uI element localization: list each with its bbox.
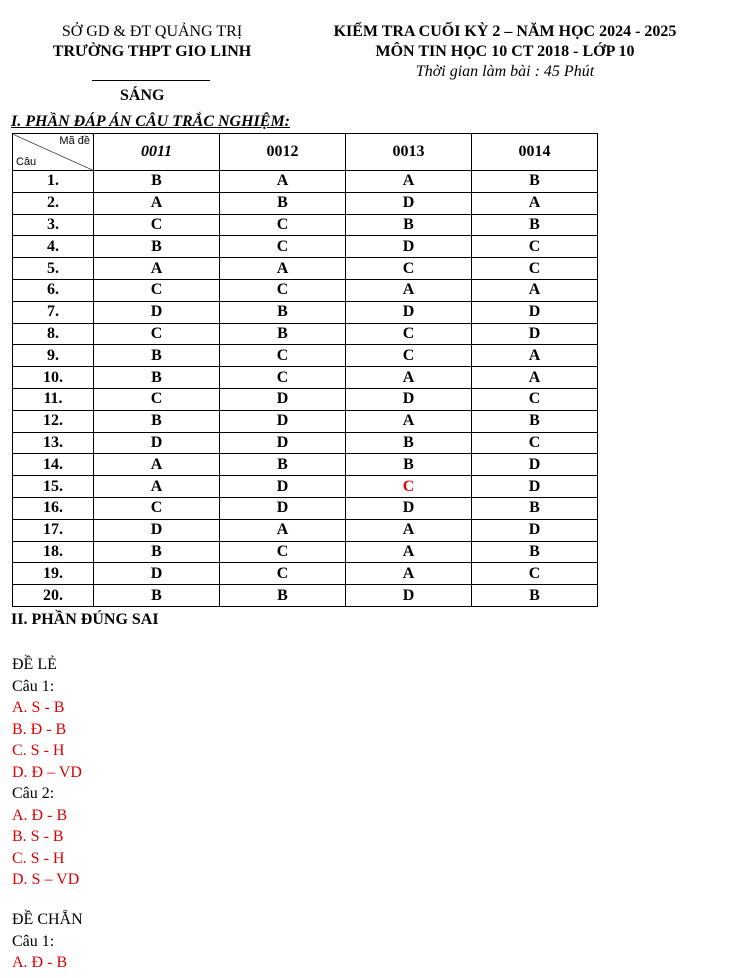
answer-cell: D <box>346 236 472 258</box>
answer-cell: C <box>94 388 220 410</box>
answer-cell: D <box>346 301 472 323</box>
table-row <box>13 563 598 585</box>
question-number-cell: 11. <box>13 388 94 410</box>
answer-item: D. Đ – VD <box>12 763 82 781</box>
code-header: 0013 <box>346 134 472 171</box>
answer-cell: C <box>346 476 472 498</box>
answer-item: B. S - B <box>12 828 64 845</box>
table-row <box>13 214 598 236</box>
answer-cell: B <box>472 497 598 519</box>
table-row <box>13 171 598 193</box>
answer-cell: C <box>472 563 598 585</box>
answer-cell: A <box>346 410 472 432</box>
question-number-cell: 14. <box>13 454 94 476</box>
answer-cell: B <box>94 410 220 432</box>
answer-cell: A <box>94 454 220 476</box>
answer-cell: B <box>346 432 472 454</box>
code-header: 0011 <box>94 134 220 171</box>
table-row <box>13 367 598 389</box>
answer-cell: B <box>472 171 598 193</box>
table-row <box>13 323 598 345</box>
answer-cell: B <box>94 541 220 563</box>
answer-cell: D <box>472 476 598 498</box>
table-row <box>13 236 598 258</box>
question-label: Câu 1: <box>12 932 55 950</box>
answer-cell: B <box>472 214 598 236</box>
answer-cell: B <box>94 171 220 193</box>
question-number-cell: 6. <box>13 279 94 301</box>
answer-cell: D <box>220 432 346 454</box>
answer-cell: D <box>472 323 598 345</box>
question-number-cell: 7. <box>13 301 94 323</box>
answer-cell: A <box>220 519 346 541</box>
answer-cell: B <box>220 192 346 214</box>
question-number-cell: 20. <box>13 585 94 607</box>
question-number-cell: 16. <box>13 497 94 519</box>
answer-cell: B <box>220 585 346 607</box>
answer-cell: A <box>94 258 220 280</box>
table-row <box>13 585 598 607</box>
answer-cell: D <box>472 454 598 476</box>
question-number-cell: 5. <box>13 258 94 280</box>
answer-item: A. Đ - B <box>12 806 68 824</box>
table-row <box>13 279 598 301</box>
answer-cell: A <box>94 192 220 214</box>
question-number-cell: 19. <box>13 563 94 585</box>
school-name: TRƯỜNG THPT GIO LINH <box>52 43 252 60</box>
answer-cell: D <box>94 519 220 541</box>
answer-cell: D <box>220 497 346 519</box>
answer-cell: A <box>472 279 598 301</box>
answer-cell: A <box>346 171 472 193</box>
answer-cell: A <box>94 476 220 498</box>
answer-cell: A <box>472 192 598 214</box>
answer-cell: C <box>220 214 346 236</box>
answer-cell: D <box>346 192 472 214</box>
answer-cell: C <box>94 323 220 345</box>
answer-table <box>12 133 598 607</box>
answer-cell: C <box>94 279 220 301</box>
question-number-cell: 2. <box>13 192 94 214</box>
table-row <box>13 476 598 498</box>
code-corner-label: Mã đề <box>59 135 90 147</box>
code-header: 0012 <box>220 134 346 171</box>
answer-cell: B <box>346 454 472 476</box>
table-row <box>13 497 598 519</box>
answer-item: B. Đ - B <box>12 720 67 738</box>
answer-cell: C <box>346 258 472 280</box>
answer-cell: C <box>220 563 346 585</box>
question-number-cell: 13. <box>13 432 94 454</box>
de-le-block <box>12 654 82 891</box>
answer-cell: C <box>346 323 472 345</box>
answer-cell: A <box>346 519 472 541</box>
answer-cell: D <box>220 410 346 432</box>
table-row <box>13 454 598 476</box>
answer-cell: A <box>346 279 472 301</box>
question-number-cell: 12. <box>13 410 94 432</box>
answer-cell: C <box>472 388 598 410</box>
answer-cell: B <box>94 236 220 258</box>
answer-cell: A <box>220 171 346 193</box>
answer-cell: A <box>472 367 598 389</box>
de-chan-title: ĐỀ CHẴN <box>12 911 83 928</box>
answer-cell: D <box>346 388 472 410</box>
answer-cell: A <box>220 258 346 280</box>
section2-title: II. PHẦN ĐÚNG SAI <box>11 611 159 628</box>
answer-cell: B <box>220 301 346 323</box>
corner-cell <box>13 134 94 171</box>
code-header: 0014 <box>472 134 598 171</box>
question-number-cell: 1. <box>13 171 94 193</box>
subject-title: MÔN TIN HỌC 10 CT 2018 - LỚP 10 <box>375 43 635 60</box>
question-number-cell: 8. <box>13 323 94 345</box>
answer-cell: B <box>472 585 598 607</box>
answer-cell: D <box>94 301 220 323</box>
answer-cell: A <box>346 563 472 585</box>
answer-cell: D <box>220 476 346 498</box>
answer-cell: D <box>94 563 220 585</box>
answer-cell: D <box>94 432 220 454</box>
answer-cell: C <box>346 345 472 367</box>
answer-cell: B <box>94 585 220 607</box>
table-row <box>13 541 598 563</box>
answer-cell: D <box>472 301 598 323</box>
exam-title: KIỂM TRA CUỐI KỲ 2 – NĂM HỌC 2024 - 2025 <box>333 23 677 40</box>
answer-cell: C <box>472 432 598 454</box>
answer-cell: C <box>220 236 346 258</box>
table-row <box>13 519 598 541</box>
answer-cell: C <box>94 497 220 519</box>
answer-item: A. Đ - B <box>12 954 68 971</box>
table-row <box>13 432 598 454</box>
question-number-cell: 9. <box>13 345 94 367</box>
answer-cell: C <box>472 258 598 280</box>
answer-cell: C <box>220 367 346 389</box>
answer-cell: A <box>472 345 598 367</box>
answer-cell: C <box>220 345 346 367</box>
answer-cell: C <box>220 279 346 301</box>
answer-cell: B <box>94 345 220 367</box>
question-label: Câu 1: <box>12 677 55 695</box>
question-corner-label: Câu <box>16 156 37 168</box>
question-number-cell: 17. <box>13 519 94 541</box>
answer-item: A. S - B <box>12 699 65 716</box>
answer-cell: D <box>472 519 598 541</box>
answer-cell: B <box>94 367 220 389</box>
de-le-title: ĐỀ LẺ <box>12 656 57 673</box>
question-number-cell: 18. <box>13 541 94 563</box>
answer-cell: D <box>220 388 346 410</box>
session-label: SÁNG <box>120 87 165 104</box>
table-row <box>13 410 598 432</box>
answer-cell: D <box>346 497 472 519</box>
answer-cell: B <box>220 454 346 476</box>
answer-cell: B <box>472 410 598 432</box>
answer-cell: D <box>346 585 472 607</box>
question-number-cell: 10. <box>13 367 94 389</box>
question-label: Câu 2: <box>12 785 55 802</box>
table-row <box>13 258 598 280</box>
section1-title: I. PHẦN ĐÁP ÁN CÂU TRẮC NGHIỆM: <box>11 113 290 130</box>
header-divider <box>92 80 210 81</box>
question-number-cell: 15. <box>13 476 94 498</box>
school-header <box>18 22 286 62</box>
exam-duration: Thời gian làm bài : 45 Phút <box>415 63 595 80</box>
de-chan-block <box>12 909 83 974</box>
answer-cell: B <box>346 214 472 236</box>
answer-item: C. S - H <box>12 849 65 867</box>
table-row <box>13 345 598 367</box>
table-row <box>13 301 598 323</box>
table-header-row <box>13 134 598 171</box>
answer-cell: C <box>472 236 598 258</box>
table-row <box>13 388 598 410</box>
answer-cell: C <box>94 214 220 236</box>
answer-cell: B <box>220 323 346 345</box>
answer-cell: C <box>220 541 346 563</box>
answer-cell: A <box>346 367 472 389</box>
question-number-cell: 4. <box>13 236 94 258</box>
department-name: SỞ GD & ĐT QUẢNG TRỊ <box>61 23 243 40</box>
answer-item: C. S - H <box>12 742 65 759</box>
answer-cell: B <box>472 541 598 563</box>
answer-cell: A <box>346 541 472 563</box>
answer-item: D. S – VD <box>12 871 80 888</box>
question-number-cell: 3. <box>13 214 94 236</box>
table-row <box>13 192 598 214</box>
exam-header <box>300 22 710 82</box>
